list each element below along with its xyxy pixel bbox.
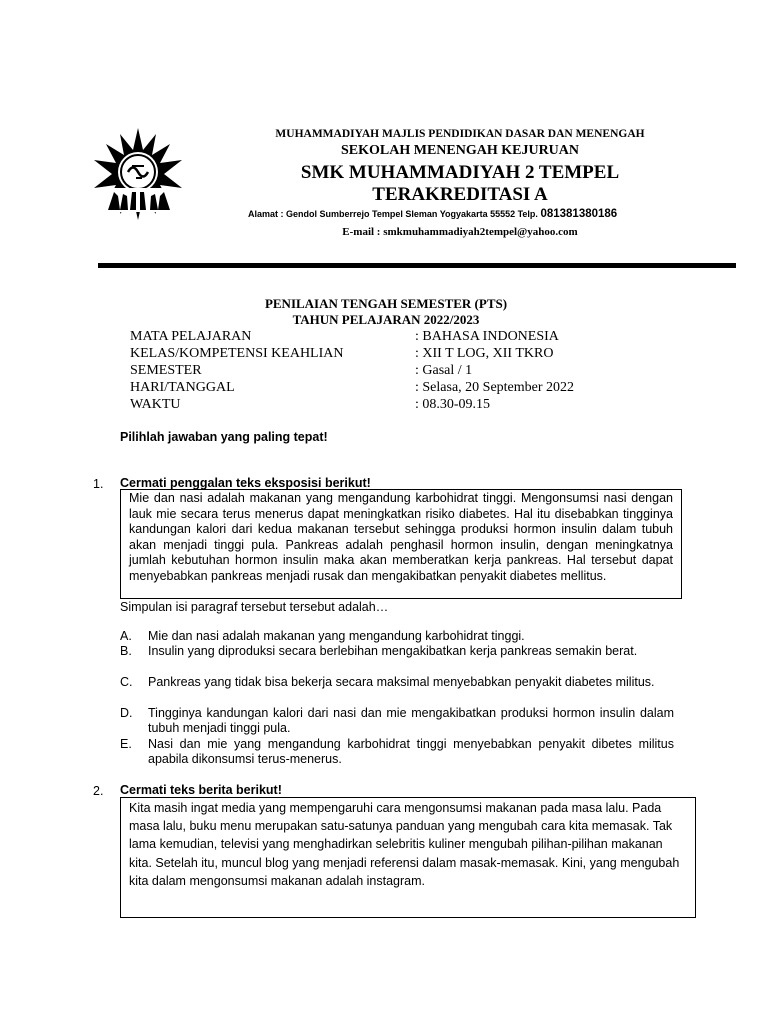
passage-box: Mie dan nasi adalah makanan yang mengandung karbohidrat tinggi. Mengonsumsi nasi dengan lauk mie secara terus menerus dapat meningkatkan risiko diabetes. Hal itu disebabkan tingginya kandungan kalori dari kedua makanan tersebut sehingga produksi hormon insulin dalam tubuh akan menjadi tinggi pula. Pankreas adalah penghasil hormon insulin, dengan meningkatnya jumlah kebutuhan hormon insulin maka akan memberatkan kerja pankreas. Hal tersebut dapat menyebabkan pankreas menjadi rusak dan mengakibatkan penyakit diabetes mellitus. — [120, 489, 682, 599]
info-label: SEMESTER — [130, 363, 202, 378]
info-value: : Selasa, 20 September 2022 — [415, 380, 575, 395]
info-label: MATA PELAJARAN — [130, 329, 252, 344]
info-label: HARI/TANGGAL — [130, 380, 235, 395]
accreditation: TERAKREDITASI A — [372, 184, 548, 205]
question-number: 2. — [93, 784, 104, 798]
exam-info-table — [130, 328, 690, 413]
option-letter: A. — [120, 629, 132, 643]
option-letter: C. — [120, 675, 133, 689]
question-prompt: Simpulan isi paragraf tersebut tersebut adalah… — [120, 600, 389, 614]
option-text: Nasi dan mie yang mengandung karbohidrat tinggi menyebabkan penyakit dibetes militus apabila dikonsumsi terus-menerus. — [148, 737, 674, 767]
option-text: Pankreas yang tidak bisa bekerja secara maksimal menyebabkan penyakit diabetes militus. — [148, 675, 655, 689]
info-row — [130, 396, 690, 413]
exam-title: PENILAIAN TENGAH SEMESTER (PTS) — [264, 296, 508, 311]
option-letter: B. — [120, 644, 132, 658]
info-value: : Gasal / 1 — [415, 363, 473, 378]
phone-number: 081381380186 — [540, 208, 618, 220]
question-number: 1. — [93, 477, 104, 491]
info-row — [130, 362, 690, 379]
info-row — [130, 345, 690, 362]
question-title: Cermati teks berita berikut! — [120, 783, 282, 797]
instruction: Pilihlah jawaban yang paling tepat! — [120, 430, 328, 444]
header-divider — [98, 263, 736, 268]
option-letter: E. — [120, 737, 132, 751]
info-row — [130, 328, 690, 345]
option-text: Tingginya kandungan kalori dari nasi dan mie mengakibatkan produksi hormon insulin dalam tubuh menjadi tinggi pula. — [148, 706, 674, 736]
organization-line: MUHAMMADIYAH MAJLIS PENDIDIKAN DASAR DAN MENENGAH — [275, 128, 645, 140]
info-value: : 08.30-09.15 — [415, 397, 491, 412]
info-row — [130, 379, 690, 396]
school-name: SMK MUHAMMADIYAH 2 TEMPEL — [300, 162, 620, 183]
address-line — [248, 208, 688, 220]
question-title: Cermati penggalan teks eksposisi berikut! — [120, 476, 371, 490]
info-label: KELAS/KOMPETENSI KEAHLIAN — [130, 346, 344, 361]
option-letter: D. — [120, 706, 133, 720]
address-text: Alamat : Gendol Sumberrejo Tempel Sleman Yogyakarta 55552 Telp. — [248, 209, 538, 219]
info-value: : XII T LOG, XII TKRO — [415, 346, 554, 361]
option-text: Insulin yang diproduksi secara berlebihan mengakibatkan kerja pankreas semakin berat. — [148, 644, 638, 658]
info-label: WAKTU — [130, 397, 181, 412]
muhammadiyah-logo — [92, 128, 184, 220]
school-type-line: SEKOLAH MENENGAH KEJURUAN — [340, 143, 580, 158]
email-line: E-mail : smkmuhammadiyah2tempel@yahoo.com — [342, 226, 578, 238]
option-text: Mie dan nasi adalah makanan yang mengandung karbohidrat tinggi. — [148, 629, 525, 643]
info-value: : BAHASA INDONESIA — [415, 329, 559, 344]
passage-box: Kita masih ingat media yang mempengaruhi cara mengonsumsi makanan pada masa lalu. Pada masa lalu, buku menu merupakan satu-satunya panduan yang mengubah cara kita memasak. Tak lama kemudian, televisi yang menghadirkan selebritis kuliner mengubah pilihan-pilihan makanan kita. Setelah itu, muncul blog yang menjadi referensi dalam masak-memasak. Kini, yang mengubah kita dalam mengonsumsi makanan adalah instagram. — [120, 797, 696, 918]
exam-year: TAHUN PELAJARAN 2022/2023 — [292, 312, 480, 327]
